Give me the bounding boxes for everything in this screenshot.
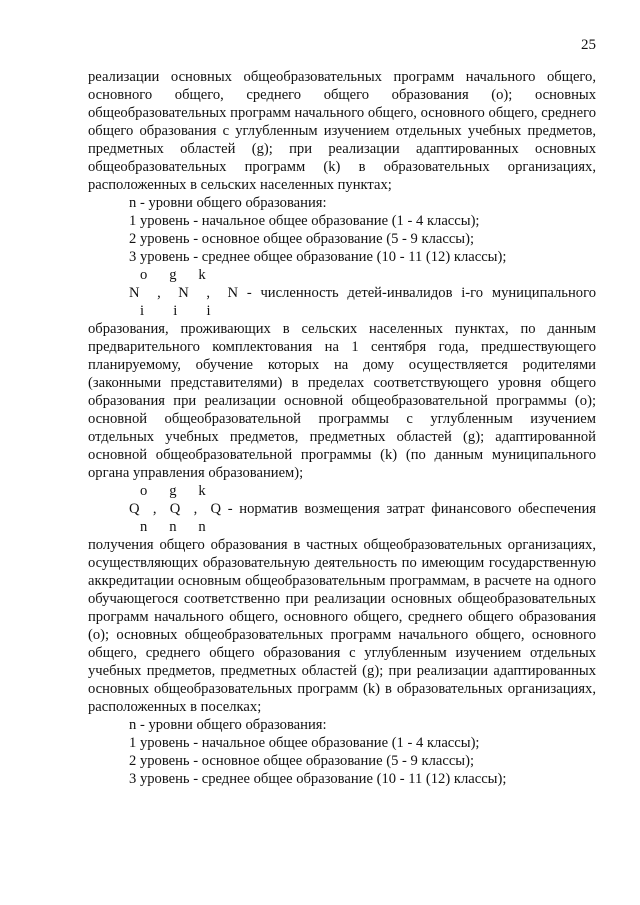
formula-description: - численность детей-инвалидов i-го муниципального — [246, 285, 596, 301]
levels-intro: n - уровни общего образования: — [129, 195, 327, 211]
page-number: 25 — [581, 37, 596, 53]
formula-superscripts: o g k — [140, 267, 206, 283]
formula-subscripts: i i i — [140, 303, 211, 319]
level-3-item: 3 уровень - среднее общее образование (10 - 11 (12) классы); — [129, 771, 507, 787]
paragraph-home-schooling: образования, проживающих в сельских населенных пунктах, по данным предварительного комплектования на 1 сентября года, предшествующего планируемому, обучение которых на дому осуществляется родителями (законными представителями) в пределах соответствующего уровня общего образования при реализации основной общеобразовательной программы (о); основной общеобразовательной программы с углубленным изучением отдельных учебных предметов, предметных областей (g); адаптированной основной общеобразовательной программы (k) (по данным муниципального органа управления образованием); — [88, 321, 596, 481]
formula-cost-norm — [88, 482, 596, 536]
level-3-item: 3 уровень - среднее общее образование (10 - 11 (12) классы); — [129, 249, 507, 265]
document-body — [88, 68, 596, 788]
formula-variables: N , N , N — [129, 285, 239, 301]
level-2-item: 2 уровень - основное общее образование (5 - 9 классы); — [129, 753, 475, 769]
formula-superscripts: o g k — [140, 483, 206, 499]
formula-definition-line — [129, 284, 596, 302]
paragraph-private-organizations: получения общего образования в частных общеобразовательных организациях, осуществляющих образовательную деятельность по имеющим государственную аккредитации основным общеобразовательным программам, в расчете на одного обучающегося соответственно при реализации основных общеобразовательных программ начального общего, основного общего, среднего общего образования (о); основных общеобразовательных программ начального общего, основного общего, среднего общего образования с углубленным изучением отдельных учебных предметов, предметных областей (g); при реализации адаптированных основных общеобразовательных программ (k) в образовательных организациях, расположенных в поселках; — [88, 537, 596, 715]
education-levels-list — [88, 194, 596, 266]
education-levels-list — [88, 716, 596, 788]
formula-definition-line — [129, 500, 596, 518]
formula-description: - норматив возмещения затрат финансового обеспечения — [227, 501, 597, 517]
formula-subscripts: n n n — [140, 519, 206, 535]
formula-disabled-children — [88, 266, 596, 320]
level-1-item: 1 уровень - начальное общее образование (1 - 4 классы); — [129, 213, 480, 229]
paragraph-rural-programs: реализации основных общеобразовательных программ начального общего, основного общего, среднего общего образования (о); основных общеобразовательных программ начального общего, основного общего, среднего общего образования с углубленным изучением отдельных учебных предметов, предметных областей (g); при реализации адаптированных основных общеобразовательных программ (k) в образовательных организациях, расположенных в сельских населенных пунктах; — [88, 69, 596, 193]
level-1-item: 1 уровень - начальное общее образование (1 - 4 классы); — [129, 735, 480, 751]
levels-intro: n - уровни общего образования: — [129, 717, 327, 733]
formula-variables: Q , Q , Q — [129, 501, 222, 517]
level-2-item: 2 уровень - основное общее образование (5 - 9 классы); — [129, 231, 475, 247]
